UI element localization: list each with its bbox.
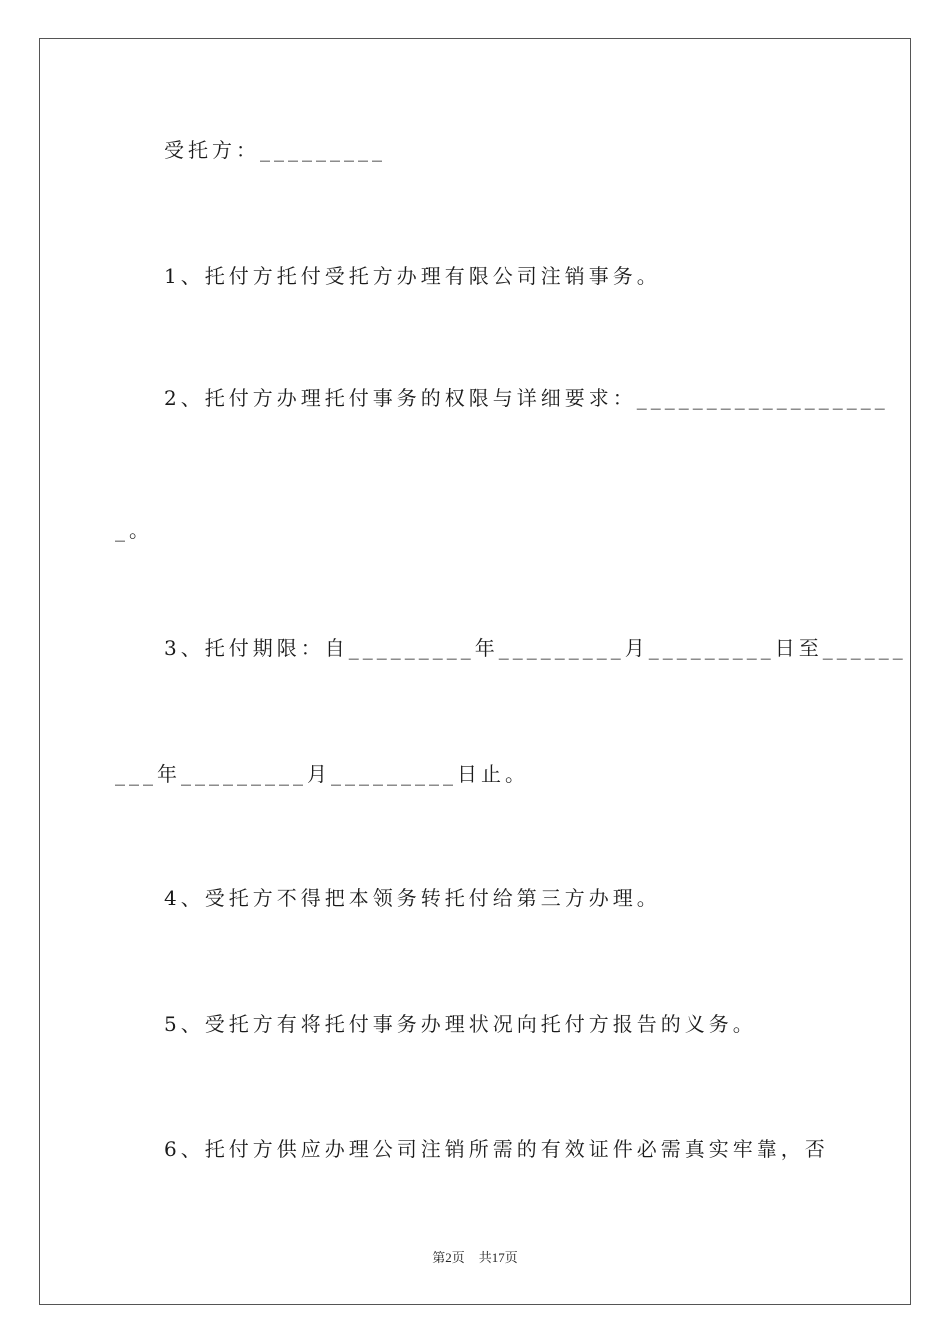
clause-2: 2、托付方办理托付事务的权限与详细要求：__________________ (164, 386, 889, 410)
clause-1: 1、托付方托付受托方办理有限公司注销事务。 (164, 264, 661, 288)
page-number: 第2页 (432, 1250, 465, 1265)
page-border (39, 38, 911, 1305)
clause-3-continued: ___年_________月_________日止。 (115, 762, 529, 786)
page-footer (0, 1247, 950, 1266)
clause-2-continued: _。 (115, 518, 153, 542)
clause-3: 3、托付期限：自_________年_________月_________日至______ (164, 636, 907, 660)
trustee-line: 受托方：_________ (164, 138, 386, 162)
clause-5: 5、受托方有将托付事务办理状况向托付方报告的义务。 (164, 1012, 757, 1036)
clause-4: 4、受托方不得把本领务转托付给第三方办理。 (164, 886, 661, 910)
page-total: 共17页 (478, 1250, 518, 1265)
clause-6: 6、托付方供应办理公司注销所需的有效证件必需真实牢靠，否 (164, 1137, 829, 1161)
